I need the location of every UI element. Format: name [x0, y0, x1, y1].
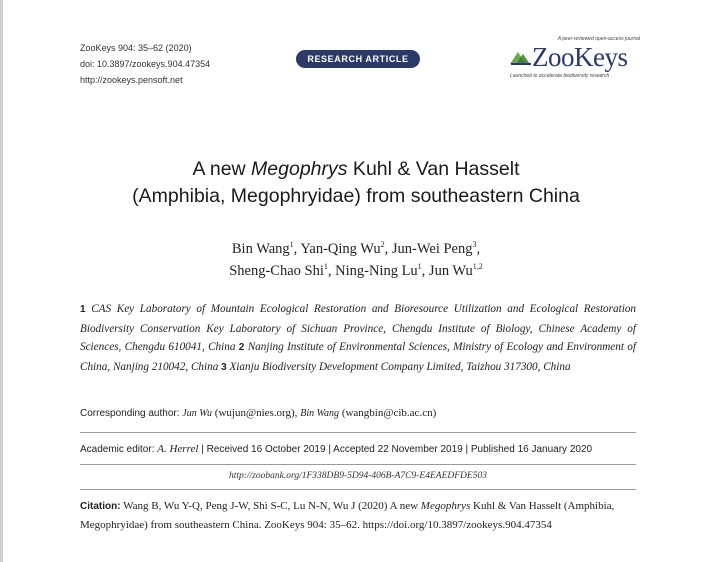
author-name: Ning-Ning Lu [335, 263, 418, 279]
author-name: Yan-Qing Wu [300, 241, 381, 257]
corresponding-label: Corresponding author: [80, 408, 180, 419]
affiliations [80, 300, 636, 377]
logo-tagline-top: A peer-reviewed open-access journal [557, 36, 640, 42]
citation-pre: Wang B, Wu Y-Q, Peng J-W, Shi S-C, Lu N-N, Wu J (2020) A new [123, 500, 421, 512]
journal-meta [80, 40, 210, 88]
corresponding-name-1: Jun Wu [182, 408, 213, 419]
date-divider: | [201, 444, 204, 455]
date-divider: | [328, 444, 331, 455]
affiliation-number: 1 [80, 304, 86, 315]
author-separator: , [384, 241, 392, 257]
author-line-1 [60, 238, 652, 260]
author-list [60, 238, 652, 282]
received-date: Received 16 October 2019 [206, 444, 326, 455]
doi-text[interactable]: doi: 10.3897/zookeys.904.47354 [80, 59, 211, 69]
journal-url[interactable]: http://zookeys.pensoft.net [80, 75, 183, 85]
citation-genus: Megophrys [420, 500, 471, 512]
corresponding-email-1[interactable]: (wujun@nies.org), [214, 407, 298, 419]
corresponding-author [80, 406, 636, 421]
author-name: Sheng-Chao Shi [229, 263, 324, 279]
zookeys-logo [508, 36, 640, 86]
affiliation-number: 3 [221, 361, 227, 373]
affiliation-text: CAS Key Laboratory of Mountain Ecological Restoration and Bioresource Utilization and Ecological Restoration Biodiversity Conservation Key Laboratory of Sichuan Province, Chengdu Institute of Biology, Chinese Academy of Sciences, Chengdu 610041, China [80, 303, 636, 354]
author-name: Jun-Wei Peng [391, 241, 473, 257]
author-affiliation: 2 [380, 240, 385, 250]
page-edge [0, 0, 3, 562]
title-pre: A new [192, 158, 252, 180]
editor-name: A. Herrel [157, 443, 199, 455]
corresponding-email-2[interactable]: (wangbin@cib.ac.cn) [341, 407, 437, 419]
journal-issue: ZooKeys 904: 35–62 (2020) [80, 43, 192, 53]
logo-wordmark: ZooKeys [532, 42, 628, 72]
affiliation-text: Xianju Biodiversity Development Company Limited, Taizhou 317300, China [229, 360, 571, 373]
citation-post: Kuhl & Van Hasselt (Amphibia, Megophryidae) from southeastern China. ZooKeys 904: 35–62. https://doi.org/10.3897/zookeys.904.47354 [80, 500, 615, 531]
article-type-badge: RESEARCH ARTICLE [296, 50, 420, 68]
divider-middle [80, 464, 636, 465]
accepted-date: Accepted 22 November 2019 [333, 444, 463, 455]
author-separator: , [293, 241, 301, 257]
affiliation-number: 2 [238, 342, 245, 354]
author-separator: , [476, 241, 481, 257]
author-affiliation: 1 [289, 240, 294, 250]
article-title [60, 156, 652, 210]
title-line-2: (Amphibia, Megophryidae) from southeastern China [132, 185, 580, 207]
corresponding-name-2: Bin Wang [300, 408, 340, 419]
author-affiliation: 1 [323, 262, 328, 272]
zoobank-link[interactable]: http://zoobank.org/1F338DB9-5D94-406B-A7C9-E4EAEDFDE503 [229, 471, 487, 481]
divider-top [80, 432, 636, 433]
publication-dates [80, 442, 636, 457]
author-affiliation: 3 [472, 240, 477, 250]
citation-label: Citation: [80, 501, 121, 512]
author-name: Bin Wang [231, 241, 290, 257]
logo-tagline-bottom: Launched to accelerate biodiversity research [510, 73, 610, 79]
author-name: Jun Wu [428, 263, 473, 279]
citation [80, 497, 636, 535]
title-post: Kuhl & Van Hasselt [347, 158, 520, 180]
affiliation-text: Nanjing Institute of Environmental Sciences, Ministry of Ecology and Environment of China, Nanjing 210042, China [80, 341, 637, 373]
author-affiliation: 1 [417, 262, 422, 272]
author-affiliation: 1,2 [472, 262, 483, 272]
divider-bottom [80, 489, 636, 490]
title-genus: Megophrys [251, 158, 348, 180]
published-date: Published 16 January 2020 [470, 444, 593, 455]
title-line-1 [60, 156, 652, 183]
author-line-2 [60, 260, 652, 282]
editor-label: Academic editor: [80, 444, 155, 455]
author-separator: , [327, 263, 336, 279]
author-separator: , [421, 263, 429, 279]
date-divider: | [465, 444, 469, 455]
